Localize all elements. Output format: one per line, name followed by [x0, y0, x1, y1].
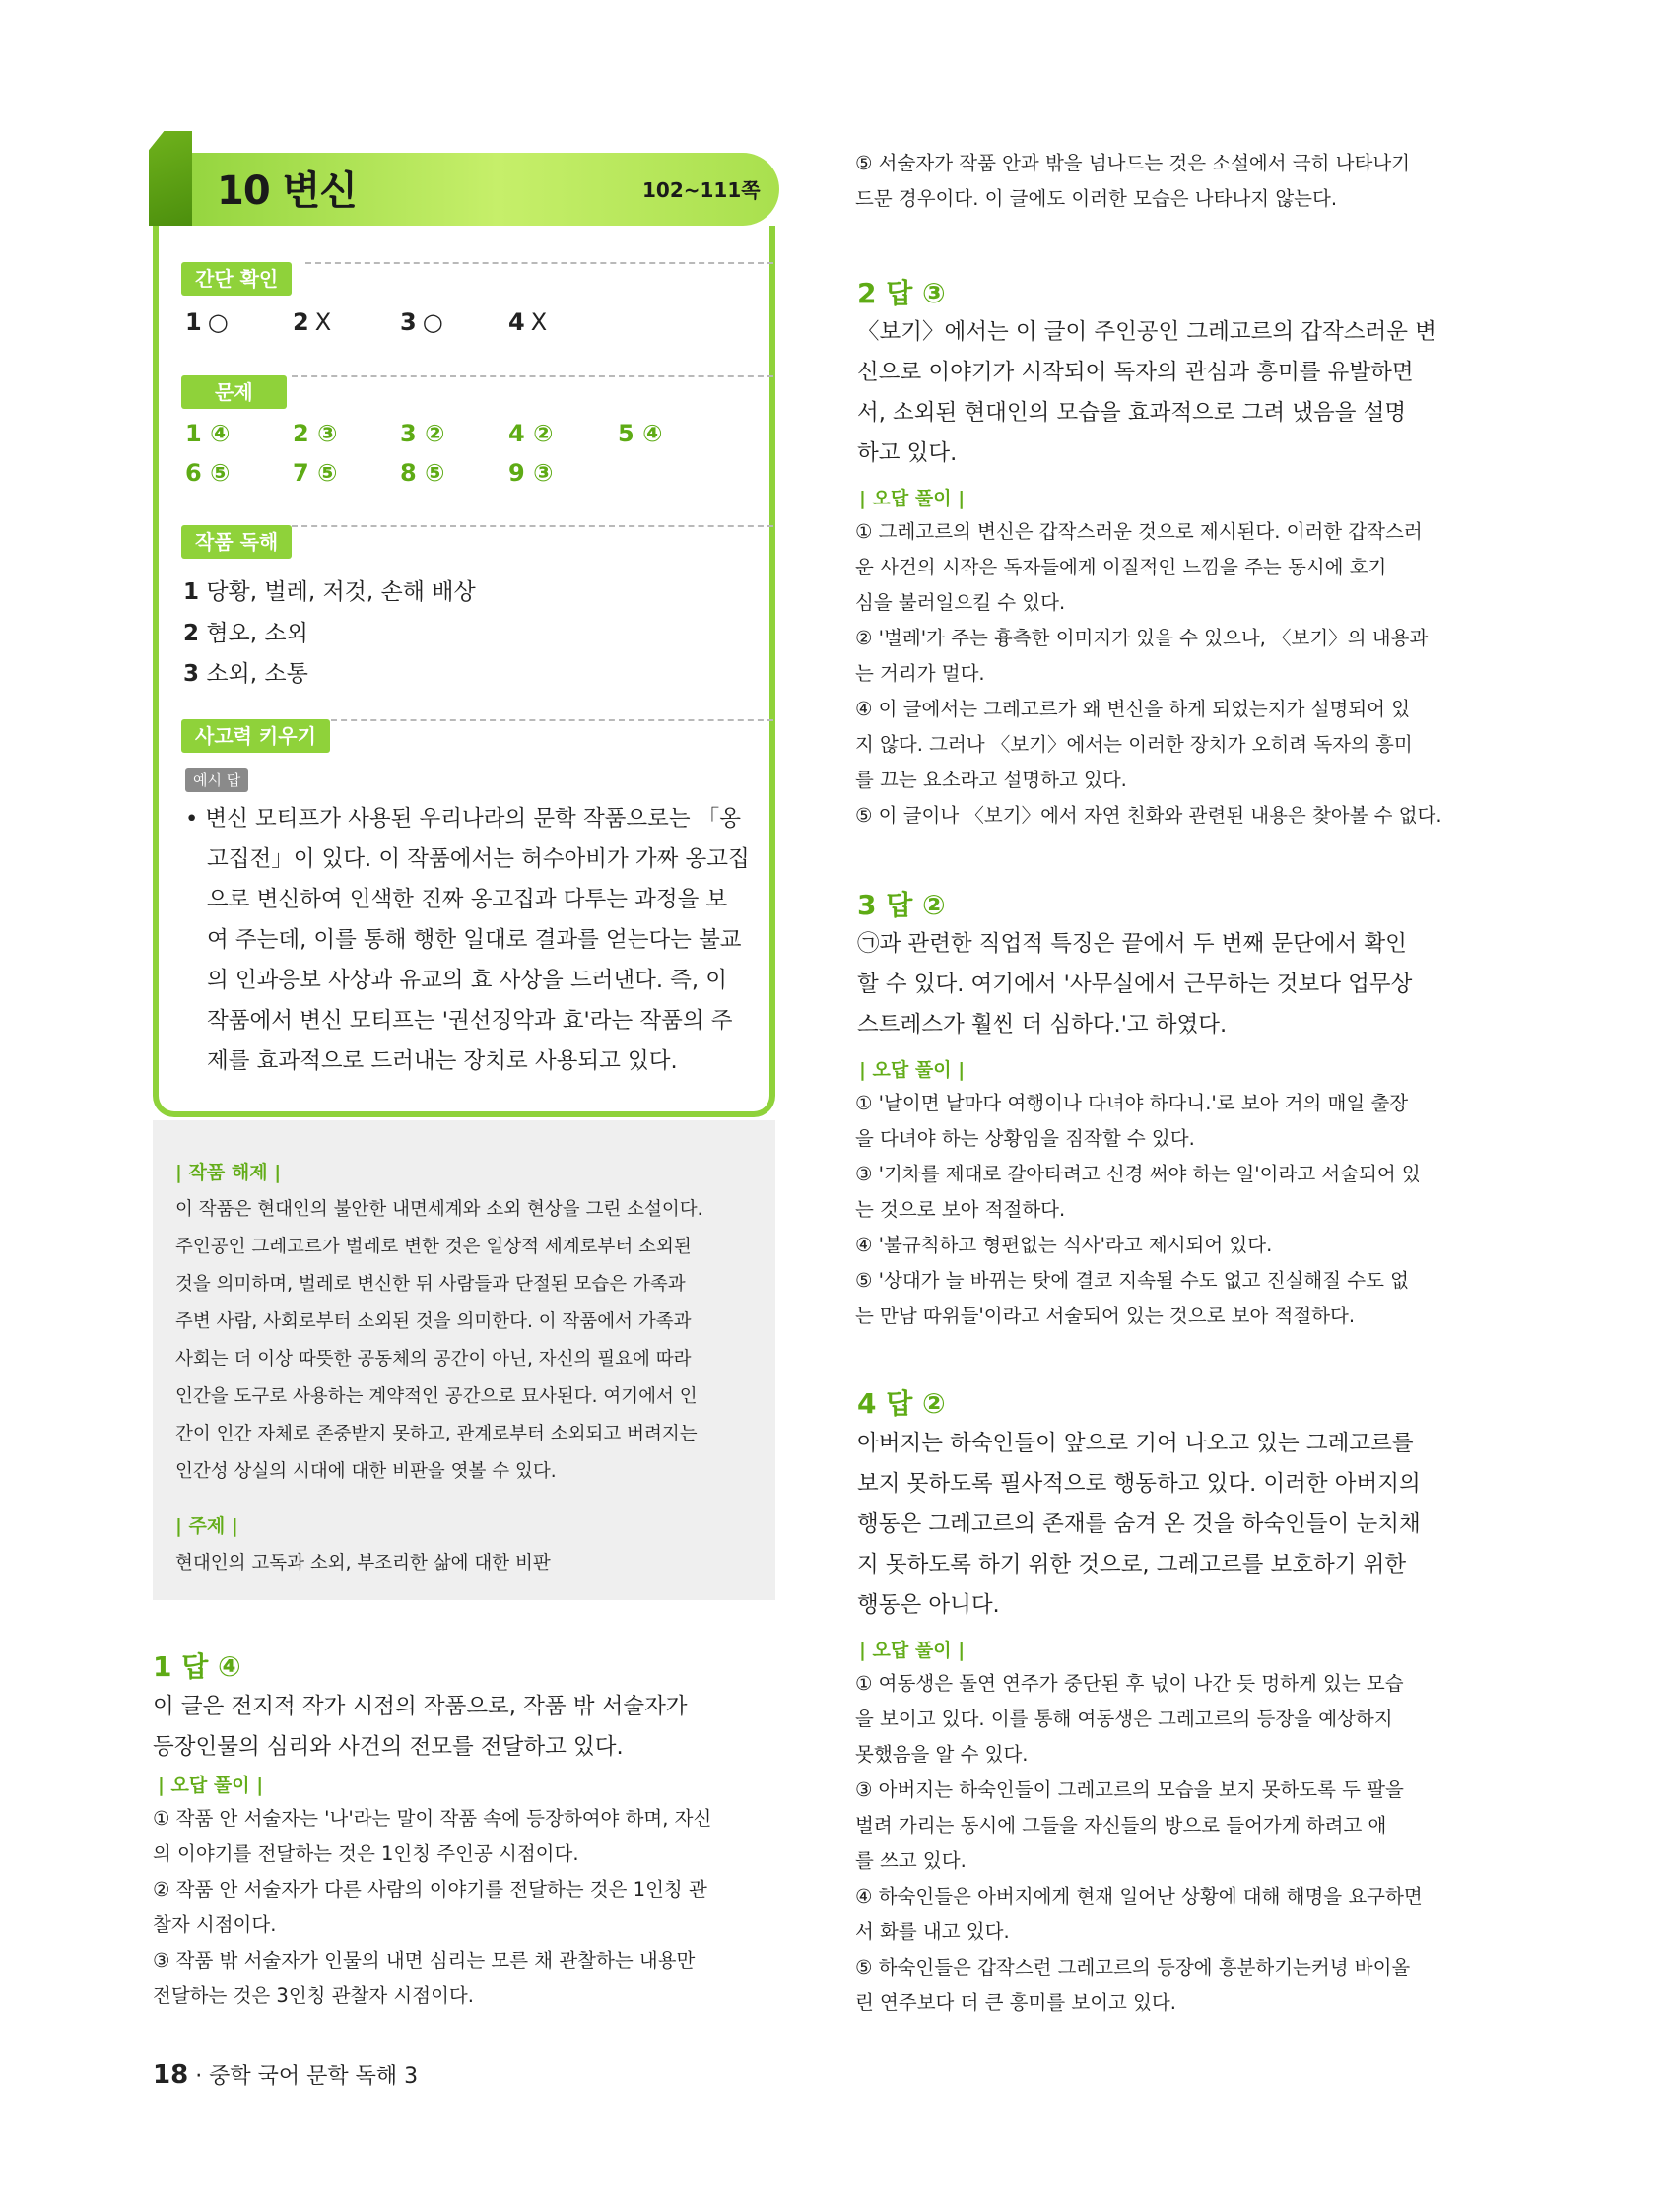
problem-answer: 3 ② [400, 420, 445, 447]
reading-item: 3 소외, 소통 [183, 661, 308, 687]
commentary-text: 이 작품은 현대인의 불안한 내면세계와 소외 현상을 그린 소설이다. 주인공인 그레고르가 벌레로 변한 것은 일상적 세계로부터 소외된 것을 의미하며, 벌레로 변신한 뒤 사람들과 단절된 모습은 가족과 주변 사람, 사회로부터 소외된 것을 의미한다. 이 작품에서 가족과 사회는 더 이상 따뜻한 공동체의 공간이 아닌, 자신의 필요에 따라 인간을 도구로 사용하는 계약적인 공간으로 묘사된다. 여기에서 인 간이 인간 자체로 존중받지 못하고, 관계로부터 소외되고 버려지는 인간성 상실의 시대에 대한 비판을 엿볼 수 있다. [175, 1199, 703, 1482]
problem-answer: 9 ③ [508, 459, 554, 487]
quick-check-item: 3 ○ [400, 308, 443, 336]
problem-answer: 6 ⑤ [185, 459, 231, 487]
wrong-answer-label: | 오답 풀이 | [859, 1059, 966, 1081]
theme-text: 현대인의 고독과 소외, 부조리한 삶에 대한 비판 [175, 1553, 551, 1574]
problem-answer: 8 ⑤ [400, 459, 445, 487]
quick-check-item: 2 X [293, 308, 332, 336]
divider [305, 262, 773, 264]
quick-check-item: 1 ○ [185, 308, 229, 336]
thinking-badge: 사고력 키우기 [181, 719, 330, 753]
page-footer [153, 2059, 418, 2090]
problem-answer: 5 ④ [618, 420, 663, 447]
wrong-answer-label: | 오답 풀이 | [859, 488, 966, 509]
sample-answer-text: • 변신 모티프가 사용된 우리나라의 문학 작품으로는 「옹 고집전」이 있다. 이 작품에서는 허수아비가 가짜 옹고집 으로 변신하여 인색한 진짜 옹고집과 다투는 과정을 보 여 주는데, 이를 통해 행한 일대로 결과를 얻는다는 불교 의 인과응보 사상과 유교의 효 사상을 드러낸다. 즉, 이 작품에서 변신 모티프는 '권선징악과 효'라는 작품의 주 제를 효과적으로 드러내는 장치로 사용되고 있다. [185, 806, 750, 1074]
question-3-wrong-notes: ① '날이면 날마다 여행이나 다녀야 하다니.'로 보아 거의 매일 출장 을 다녀야 하는 상황임을 짐작할 수 있다. ③ '기차를 제대로 갈아타려고 신경 써야 하는 일'이라고 서술되어 있 는 것으로 보아 적절하다. ④ '불규칙하고 형편없는 식사'라고 제시되어 있다. ⑤ '상대가 늘 바뀌는 탓에 결코 지속될 수도 없고 진실해질 수도 없 는 만남 따위들'이라고 서술되어 있는 것으로 보아 적절하다. [855, 1092, 1421, 1327]
question-2-wrong-notes: ① 그레고르의 변신은 갑작스러운 것으로 제시된다. 이러한 갑작스러 운 사건의 시작은 독자들에게 이질적인 느낌을 주는 동시에 호기 심을 불러일으킬 수 있다. ② '벌레'가 주는 흉측한 이미지가 있을 수 있으나, 〈보기〉의 내용과 는 거리가 멀다. ④ 이 글에서는 그레고르가 왜 변신을 하게 되었는지가 설명되어 있 지 않다. 그러나 〈보기〉에서는 이러한 장치가 오히려 독자의 흥미 를 끄는 요소라고 설명하고 있다. ⑤ 이 글이나 〈보기〉에서 자연 친화와 관련된 내용은 찾아볼 수 없다. [855, 520, 1442, 827]
question-1-heading: 1 답 ④ [153, 1650, 241, 1683]
quick-check-badge: 간단 확인 [181, 262, 292, 296]
question-3-heading: 3 답 ② [857, 889, 946, 921]
reading-item: 1 당황, 벌레, 저것, 손해 배상 [183, 579, 476, 605]
page-number: 18 [153, 2060, 189, 2090]
wrong-answer-label: | 오답 풀이 | [859, 1640, 966, 1661]
problems-badge: 문제 [181, 375, 287, 409]
theme-label: | 주제 | [175, 1515, 238, 1537]
unit-page-range: 102~111쪽 [642, 178, 761, 202]
problem-answer: 1 ④ [185, 420, 231, 447]
commentary-label: | 작품 해제 | [175, 1162, 282, 1183]
question-2-heading: 2 답 ③ [857, 277, 946, 309]
unit-title: 10 변신 [217, 168, 357, 214]
sample-answer-tag: 예시 답 [185, 768, 248, 792]
wrong-answer-label: | 오답 풀이 | [158, 1775, 264, 1796]
question-1-wrong-notes: ① 작품 안 서술자는 '나'라는 말이 작품 속에 등장하여야 하며, 자신 의 이야기를 전달하는 것은 1인칭 주인공 시점이다. ② 작품 안 서술자가 다른 사람의 이야기를 전달하는 것은 1인칭 관 찰자 시점이다. ③ 작품 밖 서술자가 인물의 내면 심리는 모른 채 관찰하는 내용만 전달하는 것은 3인칭 관찰자 시점이다. [153, 1807, 712, 2007]
problem-answer: 4 ② [508, 420, 554, 447]
reading-item: 2 혐오, 소외 [183, 621, 308, 646]
divider [292, 375, 773, 377]
question-4-heading: 4 답 ② [857, 1387, 946, 1420]
question-4-wrong-notes: ① 여동생은 돌연 연주가 중단된 후 넋이 나간 듯 멍하게 있는 모습 을 보이고 있다. 이를 통해 여동생은 그레고르의 등장을 예상하지 못했음을 알 수 있다. ③ 아버지는 하숙인들이 그레고르의 모습을 보지 못하도록 두 팔을 벌려 가리는 동시에 그들을 자신들의 방으로 들어가게 하려고 애 를 쓰고 있다. ④ 하숙인들은 아버지에게 현재 일어난 상황에 대해 해명을 요구하면 서 화를 내고 있다. ⑤ 하숙인들은 갑작스런 그레고르의 등장에 흥분하기는커녕 바이올 린 연주보다 더 큰 흥미를 보이고 있다. [855, 1672, 1423, 2014]
question-1-wrong-notes-cont: ⑤ 서술자가 작품 안과 밖을 넘나드는 것은 소설에서 극히 나타나기 드문 경우이다. 이 글에도 이러한 모습은 나타나지 않는다. [855, 152, 1411, 210]
quick-check-item: 4 X [508, 308, 548, 336]
question-3-explanation: ㉠과 관련한 직업적 특징은 끝에서 두 번째 문단에서 확인 할 수 있다. 여기에서 '사무실에서 근무하는 것보다 업무상 스트레스가 훨씬 더 심하다.'고 하였다. [857, 931, 1413, 1038]
divider [292, 525, 773, 527]
reading-badge: 작품 독해 [181, 525, 292, 559]
problem-answer: 2 ③ [293, 420, 338, 447]
problem-answer: 7 ⑤ [293, 459, 338, 487]
book-title: · 중학 국어 문학 독해 3 [195, 2064, 419, 2089]
divider [331, 719, 773, 721]
question-1-explanation: 이 글은 전지적 작가 시점의 작품으로, 작품 밖 서술자가 등장인물의 심리와 사건의 전모를 전달하고 있다. [153, 1694, 688, 1760]
question-4-explanation: 아버지는 하숙인들이 앞으로 기어 나오고 있는 그레고르를 보지 못하도록 필사적으로 행동하고 있다. 이러한 아버지의 행동은 그레고르의 존재를 숨겨 온 것을 하숙인들이 눈치채 지 못하도록 하기 위한 것으로, 그레고르를 보호하기 위한 행동은 아니다. [857, 1431, 1421, 1618]
question-2-explanation: 〈보기〉에서는 이 글이 주인공인 그레고르의 갑작스러운 변 신으로 이야기가 시작되어 독자의 관심과 흥미를 유발하면 서, 소외된 현대인의 모습을 효과적으로 그려 냈음을 설명 하고 있다. [857, 319, 1436, 466]
